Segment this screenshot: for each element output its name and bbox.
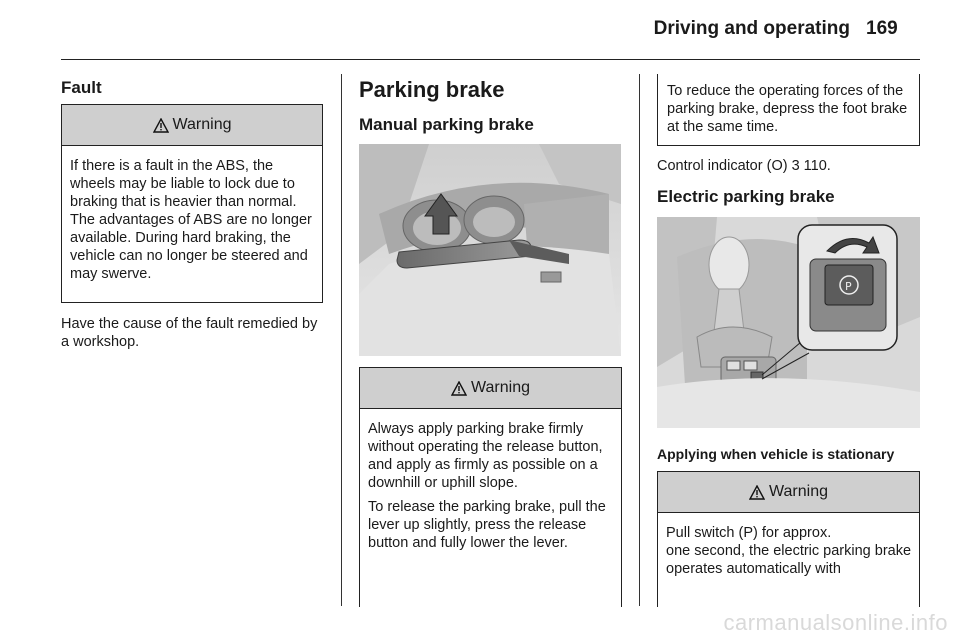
control-indicator-line: [657, 157, 831, 175]
electric-brake-warning-box: [657, 471, 920, 607]
fault-paragraph: Have the cause of the fault remedied by a workshop.: [61, 316, 318, 350]
electric-parking-brake-heading: Electric parking brake: [657, 187, 835, 206]
warning-header: [658, 472, 919, 513]
column-divider-2: [639, 74, 640, 606]
for-approx-text: for approx.: [761, 525, 832, 541]
warning-text-1: Always apply parking brake firmly without operating the release button, and apply as firmly as possible on a downhill or uphill slope.: [368, 421, 603, 491]
warning-label: Warning: [172, 116, 232, 133]
header-rule: [61, 59, 920, 60]
svg-text:P: P: [845, 280, 852, 293]
manual-brake-warning-box: [359, 367, 622, 607]
control-indicator-label: Control indicator: [657, 158, 763, 174]
warning-label: Warning: [471, 379, 530, 396]
abs-warning-box: [61, 104, 323, 303]
running-header-title: Driving and operating: [653, 18, 850, 39]
foot-brake-note-text: To reduce the operating forces of the parking brake, depress the foot brake at the same time.: [667, 83, 908, 135]
warning-triangle-icon: [153, 118, 169, 133]
warning-triangle-icon: [749, 485, 765, 500]
manual-parking-brake-subheading: Manual parking brake: [359, 115, 534, 134]
column-divider-1: [341, 74, 342, 606]
watermark: carmanualsonline.info: [723, 610, 948, 635]
pull-switch-text: Pull switch: [666, 525, 735, 541]
warning-text-2: To release the parking brake, pull the lever up slightly, press the release button and fully lower the lever.: [368, 499, 606, 551]
manual-parking-brake-figure: [359, 144, 621, 356]
warning-text-line-1: [666, 524, 912, 542]
parking-brake-switch-icon: (P): [738, 525, 758, 541]
page-reference: 3 110.: [791, 158, 831, 174]
electric-parking-brake-figure: [657, 217, 920, 428]
page-number: 169: [866, 18, 898, 39]
fault-heading: Fault: [61, 78, 102, 97]
brake-indicator-icon: (O): [766, 158, 788, 174]
warning-triangle-icon: [451, 381, 467, 396]
warning-header: [360, 368, 621, 409]
warning-text-2: one second, the electric parking brake operates automatically with: [666, 543, 912, 577]
warning-label: Warning: [769, 483, 828, 500]
warning-header: [62, 105, 322, 146]
foot-brake-note-box: [657, 74, 920, 146]
applying-stationary-subheading: Applying when vehicle is stationary: [657, 446, 895, 462]
warning-text: If there is a fault in the ABS, the wheels may be liable to lock due to braking that is heavier than normal. The advantages of ABS are no longer available. During hard braking, the vehicle can no longer be steered and may swerve.: [70, 158, 312, 282]
parking-brake-heading: Parking brake: [359, 77, 505, 102]
